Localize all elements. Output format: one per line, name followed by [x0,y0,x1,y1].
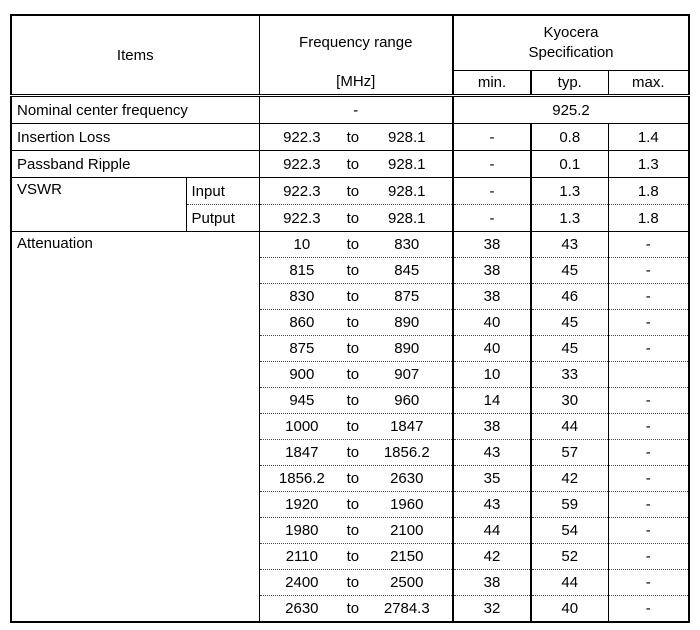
min-cell: - [453,124,531,151]
kyocera-spec-header [453,15,689,70]
max-cell: - [608,570,689,596]
frequency-range-cell [259,362,453,388]
freq-end: 928.1 [387,209,426,227]
max-cell: - [608,518,689,544]
max-cell: - [608,232,689,258]
header-row-1 [11,15,689,70]
to-label: to [346,470,360,487]
freq-start: 1847 [285,444,319,461]
max-cell [608,362,689,388]
specification-table [10,14,690,623]
typ-header: typ. [531,70,608,95]
max-cell: - [608,414,689,440]
frequency-range-cell [259,124,453,151]
freq-start: 860 [289,314,315,331]
typ-cell: 0.1 [531,151,608,178]
typ-cell: 44 [531,570,608,596]
to-label: to [346,128,360,146]
min-cell: 40 [453,310,531,336]
freq-end: 845 [394,262,420,279]
min-cell: - [453,151,531,178]
freq-start: 922.3 [283,155,321,173]
max-cell: 1.8 [608,205,689,232]
min-cell: 38 [453,232,531,258]
max-header: max. [608,70,689,95]
freq-end: 2100 [390,522,424,539]
specification-label: Specification [528,43,614,61]
frequency-range-cell [259,570,453,596]
typ-cell: 46 [531,284,608,310]
min-cell: 38 [453,570,531,596]
frequency-range-cell: - [259,96,453,124]
max-cell: - [608,310,689,336]
freq-end: 928.1 [387,155,426,173]
frequency-range-cell [259,258,453,284]
row-attenuation-band-0 [11,232,689,258]
typ-cell: 30 [531,388,608,414]
min-cell: 42 [453,544,531,570]
freq-start: 10 [293,236,311,253]
typ-cell: 45 [531,310,608,336]
typ-cell: 59 [531,492,608,518]
min-cell: 32 [453,596,531,622]
min-cell: 38 [453,284,531,310]
freq-end: 928.1 [387,128,426,146]
freq-start: 2110 [285,548,318,565]
freq-start: 1920 [285,496,319,513]
to-label: to [346,314,360,331]
frequency-range-cell [259,336,453,362]
freq-start: 2400 [285,574,319,591]
to-label: to [346,522,360,539]
freq-end: 1847 [390,418,424,435]
to-label: to [346,392,360,409]
spec-merged-cell: 925.2 [453,96,689,124]
freq-end: 2784.3 [383,599,430,617]
min-cell: 43 [453,440,531,466]
to-label: to [346,418,360,435]
freq-end: 2150 [390,548,424,565]
typ-cell: 45 [531,336,608,362]
min-cell: 40 [453,336,531,362]
frequency-range-cell [259,151,453,178]
min-header: min. [453,70,531,95]
to-label: to [346,209,360,227]
freq-start: 2630 [285,599,319,617]
frequency-range-cell [259,544,453,570]
frequency-range-label: Frequency range [299,34,413,51]
freq-start: 875 [289,340,315,357]
max-cell: - [608,440,689,466]
max-cell: - [608,336,689,362]
typ-cell: 57 [531,440,608,466]
frequency-range-cell [259,466,453,492]
row-vswr-input [11,178,689,205]
item-label-cell: VSWR [11,178,186,232]
to-label: to [346,548,360,565]
to-label: to [346,574,360,591]
frequency-range-header [259,15,453,96]
freq-start: 922.3 [283,128,321,146]
typ-cell: 1.3 [531,205,608,232]
freq-start: 1980 [285,522,319,539]
frequency-range-cell [259,414,453,440]
sub-item-label-cell: Putput [186,205,259,232]
to-label: to [346,182,360,200]
max-cell: - [608,466,689,492]
frequency-range-cell [259,388,453,414]
freq-end: 928.1 [387,182,426,200]
frequency-range-cell [259,205,453,232]
max-cell: - [608,596,689,622]
typ-cell: 43 [531,232,608,258]
min-cell: 43 [453,492,531,518]
to-label: to [346,444,360,461]
row-nominal-center-frequency [11,96,689,124]
typ-cell: 54 [531,518,608,544]
item-label-cell: Insertion Loss [11,124,259,151]
typ-cell: 40 [531,596,608,622]
freq-start: 1856.2 [278,470,325,487]
item-label-cell: Nominal center frequency [11,96,259,124]
row-insertion-loss [11,124,689,151]
freq-end: 1960 [390,496,424,513]
to-label: to [346,340,360,357]
frequency-range-cell [259,232,453,258]
min-cell: 44 [453,518,531,544]
to-label: to [346,236,360,253]
to-label: to [346,155,360,173]
min-cell: 10 [453,362,531,388]
to-label: to [346,366,360,383]
frequency-range-cell [259,596,453,622]
max-cell: - [608,284,689,310]
frequency-unit-label: [MHz] [336,73,376,90]
to-label: to [346,262,360,279]
freq-end: 1856.2 [383,444,430,461]
freq-end: 907 [394,366,420,383]
item-label-cell: Attenuation [11,232,259,622]
max-cell: - [608,258,689,284]
freq-start: 922.3 [283,209,321,227]
items-header: Items [11,15,259,96]
typ-cell: 52 [531,544,608,570]
frequency-range-cell [259,178,453,205]
freq-end: 2500 [390,574,424,591]
freq-end: 890 [394,340,420,357]
freq-start: 900 [289,366,315,383]
sub-item-label-cell: Input [186,178,259,205]
to-label: to [346,599,360,617]
freq-start: 945 [289,392,315,409]
max-cell: 1.3 [608,151,689,178]
to-label: to [346,496,360,513]
freq-end: 830 [394,236,420,253]
typ-cell: 1.3 [531,178,608,205]
freq-end: 960 [394,392,420,409]
typ-cell: 33 [531,362,608,388]
max-cell: - [608,388,689,414]
to-label: to [346,288,360,305]
frequency-range-cell [259,518,453,544]
min-cell: 35 [453,466,531,492]
frequency-range-cell [259,310,453,336]
kyocera-label: Kyocera [543,23,599,41]
min-cell: 38 [453,414,531,440]
typ-cell: 0.8 [531,124,608,151]
typ-cell: 45 [531,258,608,284]
freq-end: 875 [394,288,420,305]
frequency-range-cell [259,284,453,310]
max-cell: 1.4 [608,124,689,151]
frequency-range-cell [259,440,453,466]
typ-cell: 44 [531,414,608,440]
freq-start: 815 [289,262,315,279]
freq-end: 890 [394,314,420,331]
max-cell: 1.8 [608,178,689,205]
item-label-cell: Passband Ripple [11,151,259,178]
freq-end: 2630 [390,470,424,487]
freq-start: 922.3 [283,182,321,200]
max-cell: - [608,492,689,518]
row-passband-ripple [11,151,689,178]
typ-cell: 42 [531,466,608,492]
freq-start: 1000 [285,418,319,435]
frequency-range-cell [259,492,453,518]
min-cell: - [453,205,531,232]
min-cell: 14 [453,388,531,414]
min-cell: 38 [453,258,531,284]
freq-start: 830 [289,288,315,305]
max-cell: - [608,544,689,570]
min-cell: - [453,178,531,205]
